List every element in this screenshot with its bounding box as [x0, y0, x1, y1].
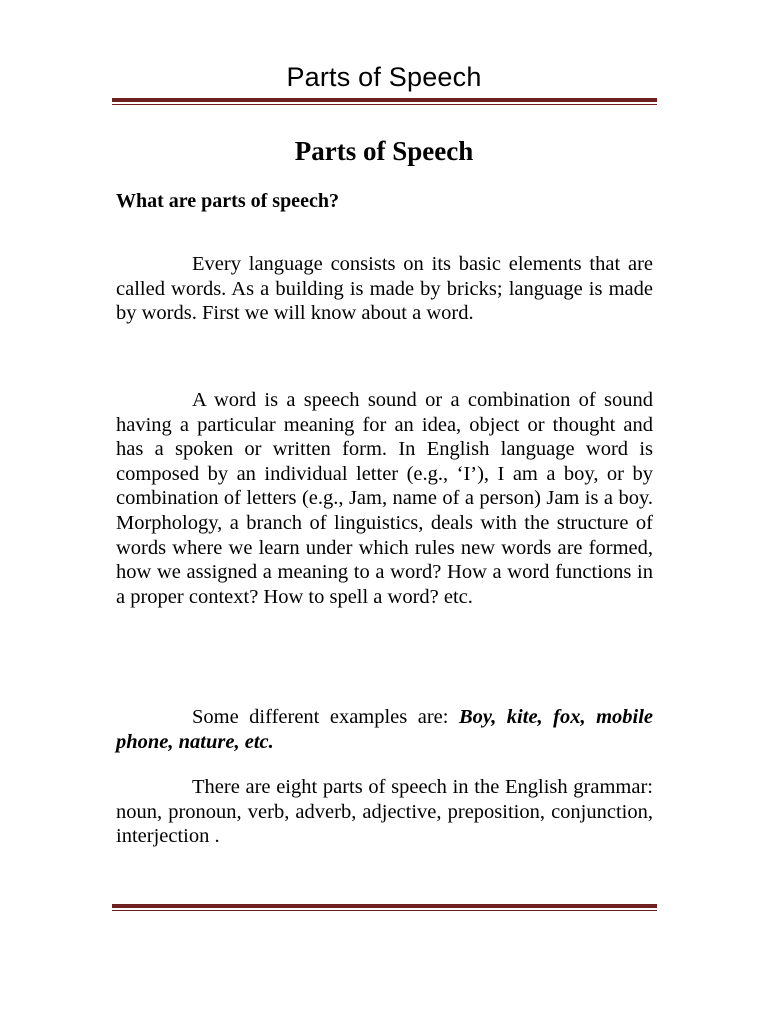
paragraph-eight-parts: There are eight parts of speech in the English grammar: noun, pronoun, verb, adverb, adjective, preposition, conjunction, interjection .: [116, 776, 653, 848]
examples-list: Boy, kite, fox, mobile phone, nature, etc.: [116, 706, 654, 753]
section-question-heading: What are parts of speech?: [116, 190, 339, 212]
page-header-title: Parts of Speech: [286, 62, 482, 92]
document-title: Parts of Speech: [294, 136, 474, 166]
footer-divider: [112, 904, 657, 911]
header-divider: [112, 98, 657, 105]
paragraph-examples: [116, 705, 653, 754]
paragraph-word-definition: A word is a speech sound or a combination of sound having a particular meaning for an idea, object or thought and has a spoken or written form. In English language word is composed by an individual letter (e.g., ‘I’), I am a boy, or by combination of letters (e.g., Jam, name of a person) Jam is a boy. Morphology, a branch of linguistics, deals with the structure of words where we learn under which rules new words are formed, how we assigned a meaning to a word? How a word functions in a proper context? How to spell a word? etc.: [116, 389, 653, 608]
examples-lead-text: Some different examples are:: [192, 706, 459, 728]
paragraph-intro: Every language consists on its basic elements that are called words. As a building is made by bricks; language is made by words. First we will know about a word.: [116, 253, 653, 325]
